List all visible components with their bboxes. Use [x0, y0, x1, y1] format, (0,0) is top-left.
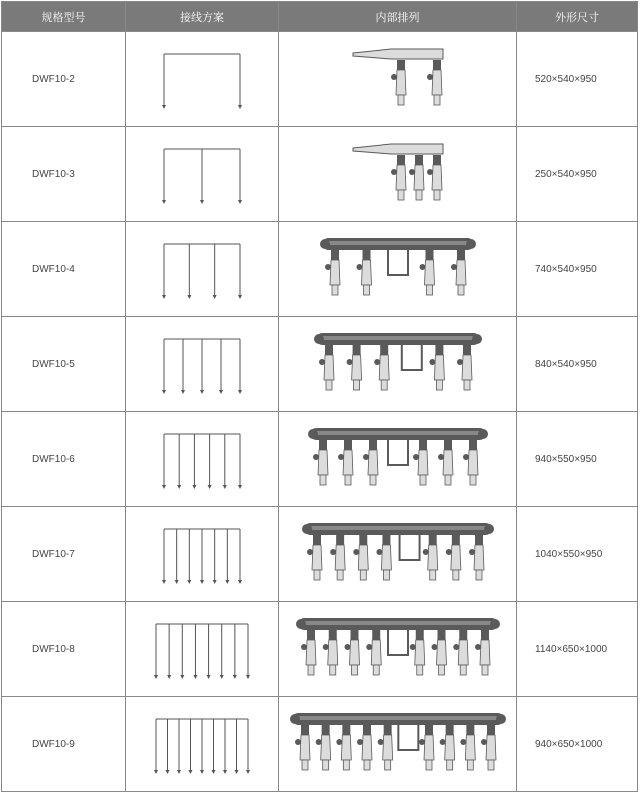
dimensions-cell: 840×540×950: [517, 317, 638, 412]
table-body: [2, 32, 638, 792]
wiring-diagram: [132, 129, 272, 219]
wiring-diagram: [132, 509, 272, 599]
wiring-cell: [126, 697, 279, 792]
model-cell: DWF10-5: [2, 317, 126, 412]
table-row: [2, 697, 638, 792]
arrangement-cell: [279, 222, 517, 317]
wiring-diagram: [132, 414, 272, 504]
wiring-cell: [126, 602, 279, 697]
dimensions-cell: 1040×550×950: [517, 507, 638, 602]
wiring-cell: [126, 32, 279, 127]
dimensions-cell: 250×540×950: [517, 127, 638, 222]
wiring-cell: [126, 222, 279, 317]
arrangement-illustration: [285, 508, 511, 600]
dimensions-cell: 740×540×950: [517, 222, 638, 317]
dimensions-cell: 520×540×950: [517, 32, 638, 127]
wiring-diagram: [132, 34, 272, 124]
arrangement-illustration: [285, 128, 511, 220]
spec-table: [1, 1, 638, 792]
dimensions-cell: 940×650×1000: [517, 697, 638, 792]
table-row: [2, 32, 638, 127]
arrangement-cell: [279, 32, 517, 127]
arrangement-illustration: [285, 603, 511, 695]
arrangement-cell: [279, 317, 517, 412]
wiring-cell: [126, 317, 279, 412]
table-row: [2, 222, 638, 317]
wiring-diagram: [132, 604, 272, 694]
model-cell: DWF10-9: [2, 697, 126, 792]
header-row: [2, 2, 638, 32]
wiring-cell: [126, 127, 279, 222]
arrangement-illustration: [285, 33, 511, 125]
wiring-diagram: [132, 319, 272, 409]
wiring-diagram: [132, 699, 272, 789]
table-row: [2, 412, 638, 507]
header-wiring: 接线方案: [126, 2, 279, 32]
model-cell: DWF10-4: [2, 222, 126, 317]
arrangement-cell: [279, 602, 517, 697]
header-dimensions: 外形尺寸: [517, 2, 638, 32]
table-row: [2, 602, 638, 697]
arrangement-illustration: [285, 413, 511, 505]
arrangement-cell: [279, 127, 517, 222]
model-cell: DWF10-3: [2, 127, 126, 222]
wiring-cell: [126, 507, 279, 602]
wiring-cell: [126, 412, 279, 507]
model-cell: DWF10-7: [2, 507, 126, 602]
arrangement-cell: [279, 697, 517, 792]
table-row: [2, 127, 638, 222]
arrangement-illustration: [285, 223, 511, 315]
wiring-diagram: [132, 224, 272, 314]
header-model: 规格型号: [2, 2, 126, 32]
table-row: [2, 507, 638, 602]
table-row: [2, 317, 638, 412]
model-cell: DWF10-6: [2, 412, 126, 507]
arrangement-cell: [279, 507, 517, 602]
header-arrangement: 内部排列: [279, 2, 517, 32]
dimensions-cell: 940×550×950: [517, 412, 638, 507]
model-cell: DWF10-2: [2, 32, 126, 127]
arrangement-illustration: [285, 698, 511, 790]
arrangement-illustration: [285, 318, 511, 410]
model-cell: DWF10-8: [2, 602, 126, 697]
dimensions-cell: 1140×650×1000: [517, 602, 638, 697]
arrangement-cell: [279, 412, 517, 507]
